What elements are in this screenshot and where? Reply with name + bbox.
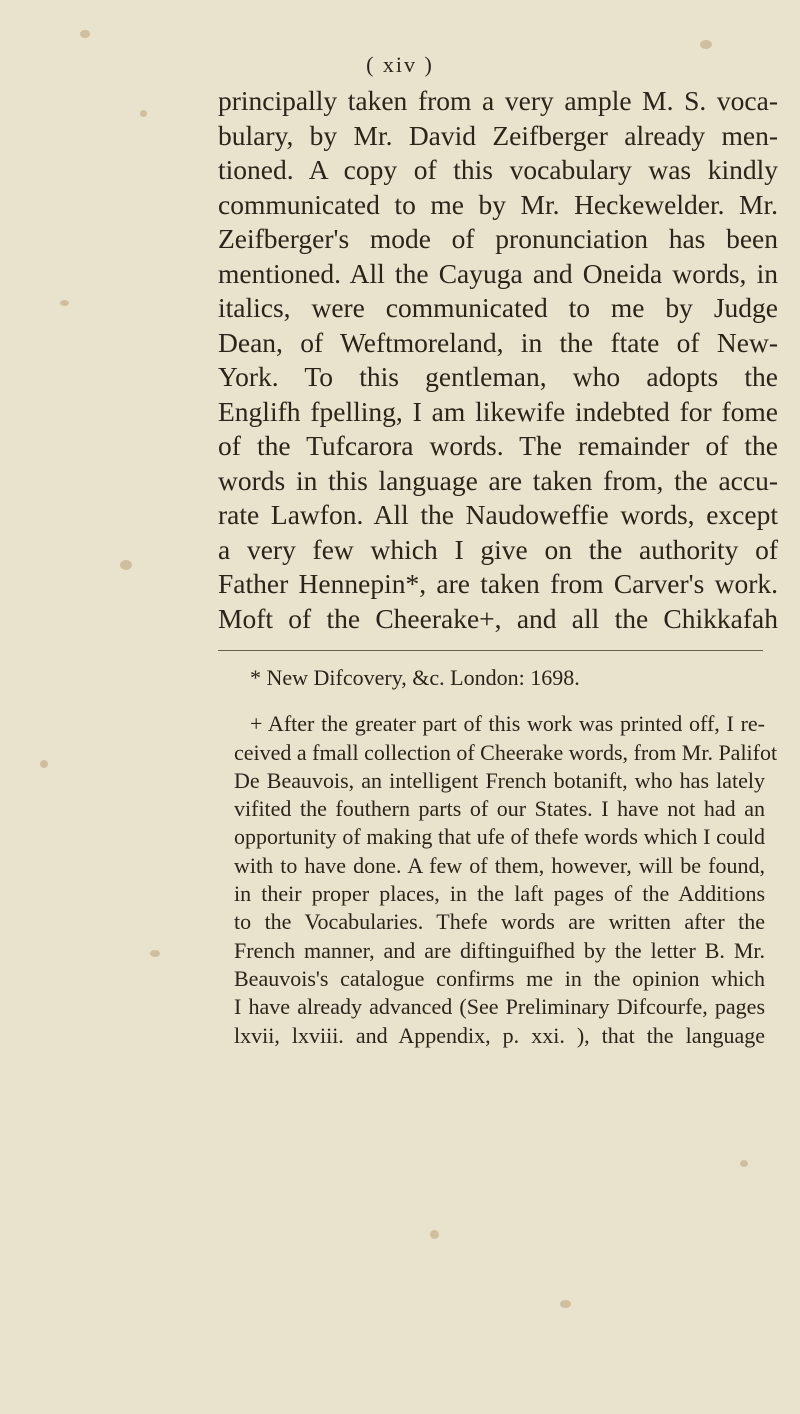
footnote-line: De Beauvois, an intelligent French botanift, who has lately	[234, 767, 765, 793]
footnote-line: Beauvois's catalogue confirms me in the opinion which	[234, 965, 765, 991]
body-line: York. To this gentleman, who adopts the	[218, 361, 778, 392]
footnote-line: lxvii, lxviii. and Appendix, p. xxi. ), that the language	[234, 1022, 765, 1048]
footnote-new-discovery: * New Difcovery, &c. London: 1698.	[250, 665, 580, 690]
foxing-spot	[150, 950, 160, 957]
body-line: a very few which I give on the authority of	[218, 533, 778, 565]
body-line: italics, were communicated to me by Judge	[218, 292, 778, 323]
footnote-line: opportunity of making that ufe of thefe words which I could	[234, 824, 765, 850]
footnote-line: vifited the fouthern parts of our States. I have not had an	[234, 796, 765, 822]
body-line: rate Lawfon. All the Naudoweffie words, except	[218, 499, 778, 530]
foxing-spot	[40, 760, 48, 768]
footnote-line: in their proper places, in the laft pages of the Additions	[234, 881, 765, 907]
foxing-spot	[430, 1230, 439, 1239]
footnote-line: with to have done. A few of them, however, will be found,	[234, 852, 765, 878]
body-line: bulary, by Mr. David Zeifberger already men-	[218, 119, 778, 151]
foxing-spot	[140, 110, 147, 117]
footnote-line: French manner, and are diftinguifhed by the letter B. Mr.	[234, 937, 765, 963]
footnote-divider	[218, 650, 763, 651]
body-line: Dean, of Weftmoreland, in the ftate of New-	[218, 326, 778, 358]
body-line: tioned. A copy of this vocabulary was kindly	[218, 154, 778, 185]
body-line: words in this language are taken from, the accu-	[218, 464, 778, 496]
footnotes	[220, 664, 778, 1050]
foxing-spot	[700, 40, 712, 49]
body-line: of the Tufcarora words. The remainder of the	[218, 430, 778, 461]
foxing-spot	[740, 1160, 748, 1167]
foxing-spot	[60, 300, 69, 306]
page-number: ( xiv )	[366, 52, 434, 77]
body-line: communicated to me by Mr. Heckewelder. Mr.	[218, 188, 778, 220]
body-line: Moft of the Cheerake+, and all the Chikkafah	[218, 602, 778, 634]
footnote-line: ceived a fmall collection of Cheerake words, from Mr. Palifot	[234, 739, 778, 765]
body-line: principally taken from a very ample M. S. voca-	[218, 85, 778, 116]
foxing-spot	[560, 1300, 571, 1308]
foxing-spot	[80, 30, 90, 38]
foxing-spot	[120, 560, 132, 570]
body-text	[218, 84, 778, 636]
footnote-line: I have already advanced (See Preliminary Difcourfe, pages	[234, 994, 765, 1020]
footnote-line: to the Vocabularies. Thefe words are written after the	[234, 909, 765, 935]
body-line: mentioned. All the Cayuga and Oneida words, in	[218, 257, 778, 289]
footnote-line: + After the greater part of this work was printed off, I re-	[250, 711, 765, 737]
body-line: Zeifberger's mode of pronunciation has been	[218, 223, 778, 254]
body-line: Father Hennepin*, are taken from Carver's work.	[218, 568, 778, 599]
body-line: Englifh fpelling, I am likewife indebted for fome	[218, 395, 778, 427]
